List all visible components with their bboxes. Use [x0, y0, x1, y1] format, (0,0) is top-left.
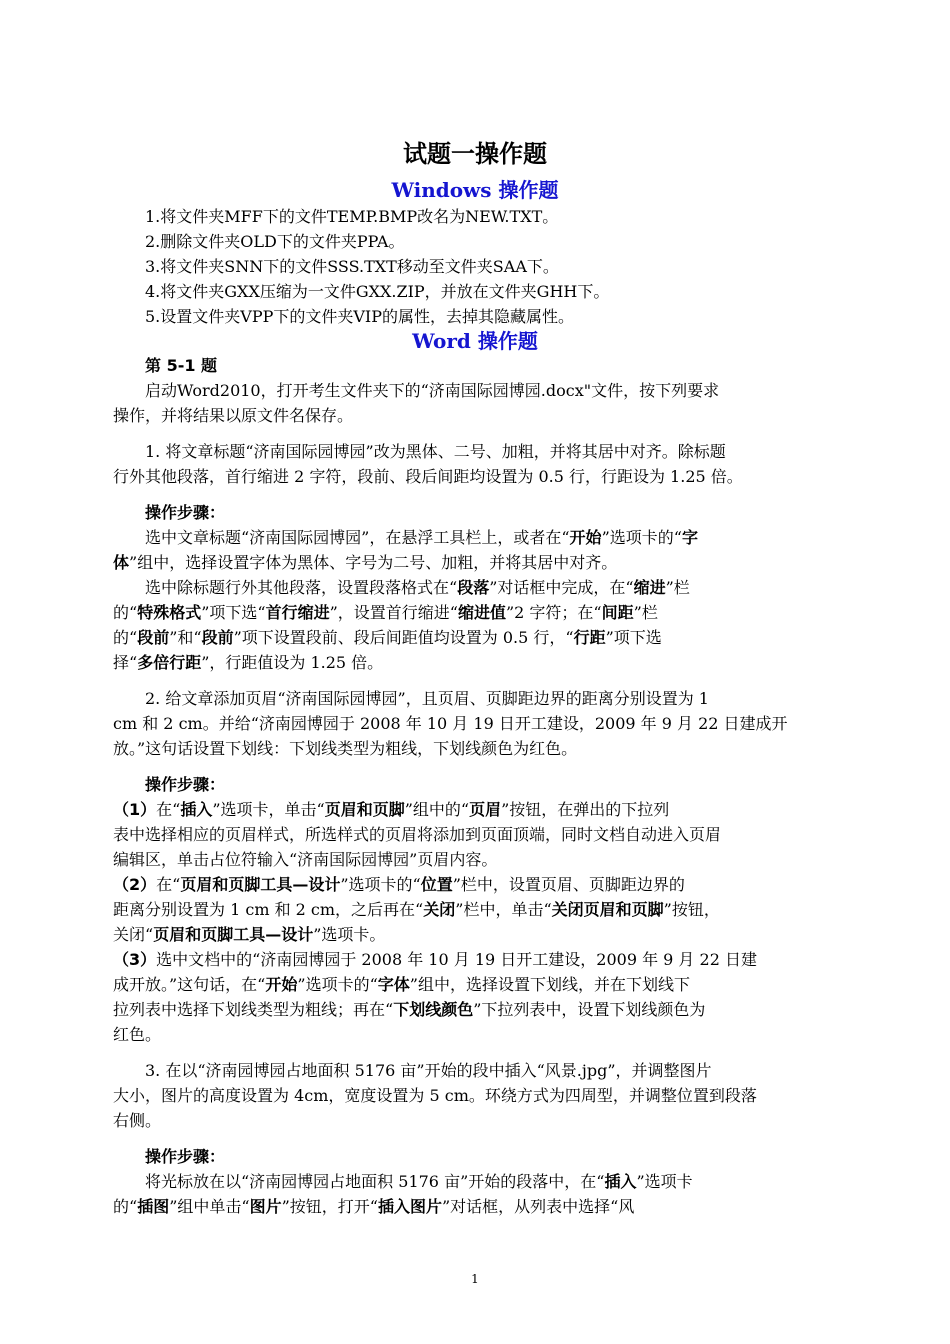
word-heading: Word 操作题 — [412, 329, 538, 353]
question-3-line: 大小，图片的高度设置为 4cm，宽度设置为 5 cm。环绕方式为四周型，并调整位置到段落 — [113, 1086, 757, 1105]
question-2-line: cm 和 2 cm。并给“济南园博园于 2008 年 10 月 19 日开工建设，2009 年 9 月 22 日建成开 — [113, 714, 788, 733]
windows-item: 2.删除文件夹OLD下的文件夹PPA。 — [145, 232, 405, 251]
steps-label: 操作步骤： — [145, 1147, 226, 1166]
step-1-line: 择“多倍行距”，行距值设为 1.25 倍。 — [113, 653, 384, 672]
steps-label: 操作步骤： — [145, 503, 226, 522]
windows-item: 3.将文件夹SNN下的文件SSS.TXT移动至文件夹SAA下。 — [145, 257, 559, 276]
step-3-line: 的“插图”组中单击“图片”按钮，打开“插入图片”对话框，从列表中选择“风 — [113, 1197, 635, 1216]
question-3-line: 3. 在以“济南园博园占地面积 5176 亩”开始的段中插入“风景.jpg”，并调整图片 — [145, 1061, 712, 1080]
page-number: 1 — [471, 1272, 479, 1286]
windows-heading: Windows 操作题 — [391, 178, 559, 202]
step-1-line: 的“特殊格式”项下选“首行缩进”，设置首行缩进“缩进值”2 字符；在“间距”栏 — [113, 603, 658, 622]
step-2-line: 成开放。”这句话，在“开始”选项卡的“字体”组中，选择设置下划线，并在下划线下 — [113, 975, 690, 994]
question-1-line: 1. 将文章标题“济南国际园博园”改为黑体、二号、加粗，并将其居中对齐。除标题 — [145, 442, 726, 461]
step-1-line: 选中除标题行外其他段落，设置段落格式在“段落”对话框中完成，在“缩进”栏 — [145, 578, 690, 597]
step-2-line: （1）在“插入”选项卡，单击“页眉和页脚”组中的“页眉”按钮，在弹出的下拉列 — [113, 800, 670, 819]
question-2-line: 放。”这句话设置下划线：下划线类型为粗线，下划线颜色为红色。 — [113, 739, 578, 758]
step-2-line: 表中选择相应的页眉样式，所选样式的页眉将添加到页面顶端，同时文档自动进入页眉 — [113, 825, 722, 844]
windows-item: 4.将文件夹GXX压缩为一文件GXX.ZIP，并放在文件夹GHH下。 — [145, 282, 610, 301]
step-2-line: 红色。 — [113, 1025, 162, 1044]
step-2-line: 编辑区，单击占位符输入“济南国际园博园”页眉内容。 — [113, 850, 498, 869]
step-2-line: （3）选中文档中的“济南园博园于 2008 年 10 月 19 日开工建设，2009 年 9 月 22 日建 — [113, 950, 757, 969]
step-1-line: 的“段前”和“段前”项下设置段前、段后间距值均设置为 0.5 行，“行距”项下选 — [113, 628, 662, 647]
step-2-line: 拉列表中选择下划线类型为粗线；再在“下划线颜色”下拉列表中，设置下划线颜色为 — [113, 1000, 706, 1019]
page-title: 试题一操作题 — [403, 140, 547, 168]
question-number: 第 5-1 题 — [145, 356, 218, 375]
windows-item: 1.将文件夹MFF下的文件TEMP.BMP改名为NEW.TXT。 — [145, 207, 559, 226]
intro-line: 启动Word2010，打开考生文件夹下的“济南国际园博园.docx"文件，按下列要求 — [145, 381, 720, 400]
steps-label: 操作步骤： — [145, 775, 226, 794]
intro-line: 操作，并将结果以原文件名保存。 — [113, 406, 354, 425]
step-1-line: 选中文章标题“济南国际园博园”，在悬浮工具栏上，或者在“开始”选项卡的“字 — [145, 528, 698, 547]
step-2-line: （2）在“页眉和页脚工具—设计”选项卡的“位置”栏中，设置页眉、页脚距边界的 — [113, 875, 685, 894]
question-3-line: 右侧。 — [113, 1111, 162, 1130]
question-2-line: 2. 给文章添加页眉“济南国际园博园”，且页眉、页脚距边界的距离分别设置为 1 — [145, 689, 709, 708]
question-1-line: 行外其他段落，首行缩进 2 字符，段前、段后间距均设置为 0.5 行，行距设为 1.25 倍。 — [113, 467, 743, 486]
step-3-line: 将光标放在以“济南园博园占地面积 5176 亩”开始的段落中，在“插入”选项卡 — [145, 1172, 693, 1191]
windows-item: 5.设置文件夹VPP下的文件夹VIP的属性，去掉其隐藏属性。 — [145, 307, 574, 326]
step-1-line: 体”组中，选择设置字体为黑体、字号为二号、加粗，并将其居中对齐。 — [113, 553, 618, 572]
step-2-line: 距离分别设置为 1 cm 和 2 cm，之后再在“关闭”栏中，单击“关闭页眉和页脚”按钮， — [113, 900, 720, 919]
step-2-line: 关闭“页眉和页脚工具—设计”选项卡。 — [113, 925, 386, 944]
